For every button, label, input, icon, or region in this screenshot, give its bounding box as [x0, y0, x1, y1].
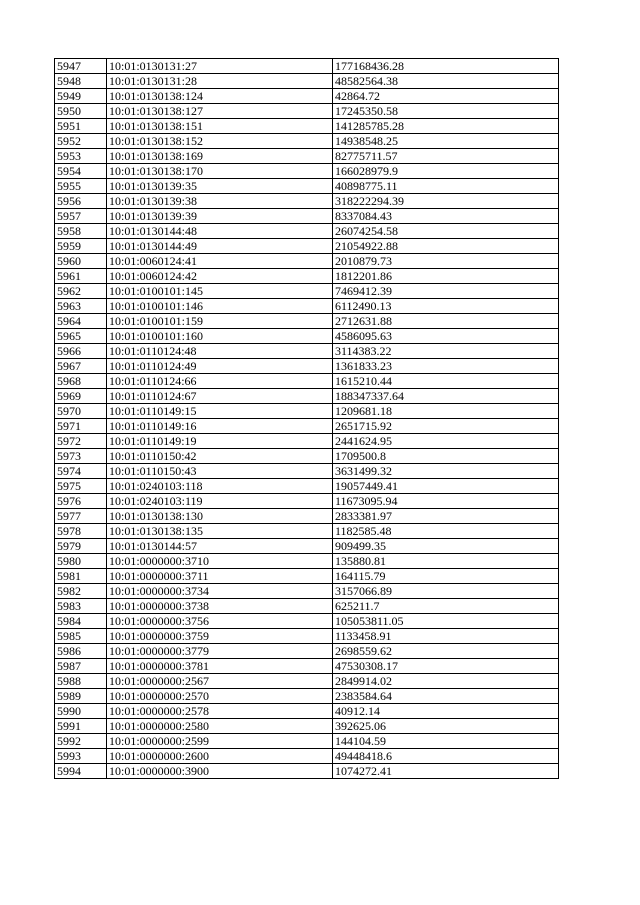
value-cell: 2651715.92	[333, 419, 559, 434]
row-number-cell: 5993	[55, 749, 107, 764]
value-cell: 19057449.41	[333, 479, 559, 494]
value-cell: 144104.59	[333, 734, 559, 749]
cadastral-number-cell: 10:01:0110150:42	[107, 449, 333, 464]
table-row	[55, 164, 559, 179]
row-number-cell: 5966	[55, 344, 107, 359]
row-number-cell: 5954	[55, 164, 107, 179]
table-row	[55, 554, 559, 569]
cadastral-number-cell: 10:01:0110149:16	[107, 419, 333, 434]
cadastral-number-cell: 10:01:0000000:3734	[107, 584, 333, 599]
row-number-cell: 5989	[55, 689, 107, 704]
table-row	[55, 104, 559, 119]
value-cell: 135880.81	[333, 554, 559, 569]
value-cell: 141285785.28	[333, 119, 559, 134]
value-cell: 40898775.11	[333, 179, 559, 194]
row-number-cell: 5962	[55, 284, 107, 299]
table-row	[55, 89, 559, 104]
value-cell: 164115.79	[333, 569, 559, 584]
value-cell: 909499.35	[333, 539, 559, 554]
value-cell: 2698559.62	[333, 644, 559, 659]
cadastral-number-cell: 10:01:0100101:159	[107, 314, 333, 329]
table-row	[55, 404, 559, 419]
row-number-cell: 5975	[55, 479, 107, 494]
cadastral-number-cell: 10:01:0100101:145	[107, 284, 333, 299]
cadastral-number-cell: 10:01:0000000:2600	[107, 749, 333, 764]
value-cell: 8337084.43	[333, 209, 559, 224]
value-cell: 188347337.64	[333, 389, 559, 404]
row-number-cell: 5959	[55, 239, 107, 254]
table-row	[55, 629, 559, 644]
row-number-cell: 5987	[55, 659, 107, 674]
value-cell: 1209681.18	[333, 404, 559, 419]
value-cell: 1133458.91	[333, 629, 559, 644]
table-row	[55, 359, 559, 374]
row-number-cell: 5951	[55, 119, 107, 134]
row-number-cell: 5982	[55, 584, 107, 599]
table-row	[55, 149, 559, 164]
cadastral-number-cell: 10:01:0110124:67	[107, 389, 333, 404]
value-cell: 2833381.97	[333, 509, 559, 524]
table-row	[55, 719, 559, 734]
value-cell: 6112490.13	[333, 299, 559, 314]
table-row	[55, 314, 559, 329]
table-row	[55, 119, 559, 134]
table-row	[55, 419, 559, 434]
table-row	[55, 269, 559, 284]
row-number-cell: 5969	[55, 389, 107, 404]
value-cell: 47530308.17	[333, 659, 559, 674]
value-cell: 17245350.58	[333, 104, 559, 119]
table-row	[55, 344, 559, 359]
table-row	[55, 179, 559, 194]
cadastral-number-cell: 10:01:0130131:28	[107, 74, 333, 89]
cadastral-number-cell: 10:01:0130144:48	[107, 224, 333, 239]
table-row	[55, 734, 559, 749]
row-number-cell: 5974	[55, 464, 107, 479]
row-number-cell: 5947	[55, 59, 107, 74]
table-row	[55, 479, 559, 494]
value-cell: 14938548.25	[333, 134, 559, 149]
cadastral-number-cell: 10:01:0110124:66	[107, 374, 333, 389]
value-cell: 1615210.44	[333, 374, 559, 389]
cadastral-number-cell: 10:01:0130138:135	[107, 524, 333, 539]
cadastral-number-cell: 10:01:0130138:130	[107, 509, 333, 524]
cadastral-number-cell: 10:01:0240103:118	[107, 479, 333, 494]
row-number-cell: 5984	[55, 614, 107, 629]
table-row	[55, 674, 559, 689]
value-cell: 177168436.28	[333, 59, 559, 74]
table-row	[55, 599, 559, 614]
value-cell: 40912.14	[333, 704, 559, 719]
table-row	[55, 239, 559, 254]
cadastral-number-cell: 10:01:0130138:169	[107, 149, 333, 164]
value-cell: 48582564.38	[333, 74, 559, 89]
row-number-cell: 5948	[55, 74, 107, 89]
cadastral-number-cell: 10:01:0000000:3738	[107, 599, 333, 614]
cadastral-number-cell: 10:01:0110149:15	[107, 404, 333, 419]
cadastral-number-cell: 10:01:0130144:49	[107, 239, 333, 254]
cadastral-number-cell: 10:01:0000000:3711	[107, 569, 333, 584]
cadastral-number-cell: 10:01:0130139:39	[107, 209, 333, 224]
cadastral-number-cell: 10:01:0110124:48	[107, 344, 333, 359]
row-number-cell: 5968	[55, 374, 107, 389]
cadastral-number-cell: 10:01:0240103:119	[107, 494, 333, 509]
value-cell: 1182585.48	[333, 524, 559, 539]
cadastral-number-cell: 10:01:0000000:2578	[107, 704, 333, 719]
table-row	[55, 764, 559, 779]
value-cell: 2712631.88	[333, 314, 559, 329]
cadastral-number-cell: 10:01:0060124:41	[107, 254, 333, 269]
value-cell: 26074254.58	[333, 224, 559, 239]
row-number-cell: 5979	[55, 539, 107, 554]
row-number-cell: 5981	[55, 569, 107, 584]
row-number-cell: 5956	[55, 194, 107, 209]
cadastral-number-cell: 10:01:0000000:3756	[107, 614, 333, 629]
cadastral-number-cell: 10:01:0000000:2570	[107, 689, 333, 704]
value-cell: 42864.72	[333, 89, 559, 104]
cadastral-number-cell: 10:01:0130138:127	[107, 104, 333, 119]
value-cell: 2849914.02	[333, 674, 559, 689]
cadastral-value-table	[54, 58, 559, 779]
cadastral-number-cell: 10:01:0130131:27	[107, 59, 333, 74]
row-number-cell: 5971	[55, 419, 107, 434]
value-cell: 2383584.64	[333, 689, 559, 704]
row-number-cell: 5964	[55, 314, 107, 329]
row-number-cell: 5952	[55, 134, 107, 149]
row-number-cell: 5986	[55, 644, 107, 659]
cadastral-number-cell: 10:01:0000000:2599	[107, 734, 333, 749]
table-row	[55, 329, 559, 344]
cadastral-number-cell: 10:01:0110150:43	[107, 464, 333, 479]
row-number-cell: 5967	[55, 359, 107, 374]
table-row	[55, 464, 559, 479]
cadastral-number-cell: 10:01:0100101:160	[107, 329, 333, 344]
value-cell: 1074272.41	[333, 764, 559, 779]
table-row	[55, 74, 559, 89]
table-row	[55, 224, 559, 239]
table-row	[55, 569, 559, 584]
table-row	[55, 614, 559, 629]
value-cell: 49448418.6	[333, 749, 559, 764]
cadastral-number-cell: 10:01:0000000:2567	[107, 674, 333, 689]
table-row	[55, 194, 559, 209]
table-row	[55, 584, 559, 599]
row-number-cell: 5977	[55, 509, 107, 524]
table-row	[55, 494, 559, 509]
table-row	[55, 524, 559, 539]
value-cell: 318222294.39	[333, 194, 559, 209]
row-number-cell: 5953	[55, 149, 107, 164]
table-body	[55, 59, 559, 779]
row-number-cell: 5978	[55, 524, 107, 539]
cadastral-number-cell: 10:01:0060124:42	[107, 269, 333, 284]
cadastral-number-cell: 10:01:0130138:124	[107, 89, 333, 104]
table-row	[55, 209, 559, 224]
row-number-cell: 5992	[55, 734, 107, 749]
table-row	[55, 59, 559, 74]
cadastral-number-cell: 10:01:0000000:3781	[107, 659, 333, 674]
table-row	[55, 659, 559, 674]
value-cell: 105053811.05	[333, 614, 559, 629]
row-number-cell: 5973	[55, 449, 107, 464]
row-number-cell: 5991	[55, 719, 107, 734]
value-cell: 2441624.95	[333, 434, 559, 449]
value-cell: 4586095.63	[333, 329, 559, 344]
row-number-cell: 5950	[55, 104, 107, 119]
table-row	[55, 434, 559, 449]
cadastral-number-cell: 10:01:0130138:151	[107, 119, 333, 134]
row-number-cell: 5960	[55, 254, 107, 269]
table-row	[55, 254, 559, 269]
cadastral-number-cell: 10:01:0000000:3759	[107, 629, 333, 644]
row-number-cell: 5955	[55, 179, 107, 194]
value-cell: 625211.7	[333, 599, 559, 614]
cadastral-number-cell: 10:01:0000000:3710	[107, 554, 333, 569]
table-row	[55, 539, 559, 554]
value-cell: 21054922.88	[333, 239, 559, 254]
cadastral-number-cell: 10:01:0130138:152	[107, 134, 333, 149]
value-cell: 1361833.23	[333, 359, 559, 374]
row-number-cell: 5949	[55, 89, 107, 104]
row-number-cell: 5980	[55, 554, 107, 569]
table-row	[55, 689, 559, 704]
row-number-cell: 5994	[55, 764, 107, 779]
table-row	[55, 134, 559, 149]
cadastral-number-cell: 10:01:0130139:35	[107, 179, 333, 194]
value-cell: 3157066.89	[333, 584, 559, 599]
cadastral-number-cell: 10:01:0130144:57	[107, 539, 333, 554]
cadastral-number-cell: 10:01:0000000:3900	[107, 764, 333, 779]
table-row	[55, 374, 559, 389]
value-cell: 392625.06	[333, 719, 559, 734]
cadastral-number-cell: 10:01:0000000:2580	[107, 719, 333, 734]
value-cell: 1709500.8	[333, 449, 559, 464]
cadastral-number-cell: 10:01:0000000:3779	[107, 644, 333, 659]
table-row	[55, 509, 559, 524]
value-cell: 7469412.39	[333, 284, 559, 299]
cadastral-number-cell: 10:01:0110124:49	[107, 359, 333, 374]
row-number-cell: 5983	[55, 599, 107, 614]
table-row	[55, 644, 559, 659]
value-cell: 3631499.32	[333, 464, 559, 479]
row-number-cell: 5990	[55, 704, 107, 719]
value-cell: 3114383.22	[333, 344, 559, 359]
cadastral-number-cell: 10:01:0130138:170	[107, 164, 333, 179]
table-row	[55, 704, 559, 719]
cadastral-number-cell: 10:01:0100101:146	[107, 299, 333, 314]
row-number-cell: 5961	[55, 269, 107, 284]
row-number-cell: 5988	[55, 674, 107, 689]
row-number-cell: 5976	[55, 494, 107, 509]
row-number-cell: 5957	[55, 209, 107, 224]
row-number-cell: 5963	[55, 299, 107, 314]
value-cell: 166028979.9	[333, 164, 559, 179]
value-cell: 1812201.86	[333, 269, 559, 284]
row-number-cell: 5985	[55, 629, 107, 644]
cadastral-number-cell: 10:01:0110149:19	[107, 434, 333, 449]
row-number-cell: 5965	[55, 329, 107, 344]
value-cell: 2010879.73	[333, 254, 559, 269]
table-row	[55, 299, 559, 314]
row-number-cell: 5958	[55, 224, 107, 239]
table-row	[55, 284, 559, 299]
row-number-cell: 5970	[55, 404, 107, 419]
value-cell: 11673095.94	[333, 494, 559, 509]
table-row	[55, 449, 559, 464]
table-row	[55, 389, 559, 404]
cadastral-number-cell: 10:01:0130139:38	[107, 194, 333, 209]
table-row	[55, 749, 559, 764]
value-cell: 82775711.57	[333, 149, 559, 164]
row-number-cell: 5972	[55, 434, 107, 449]
